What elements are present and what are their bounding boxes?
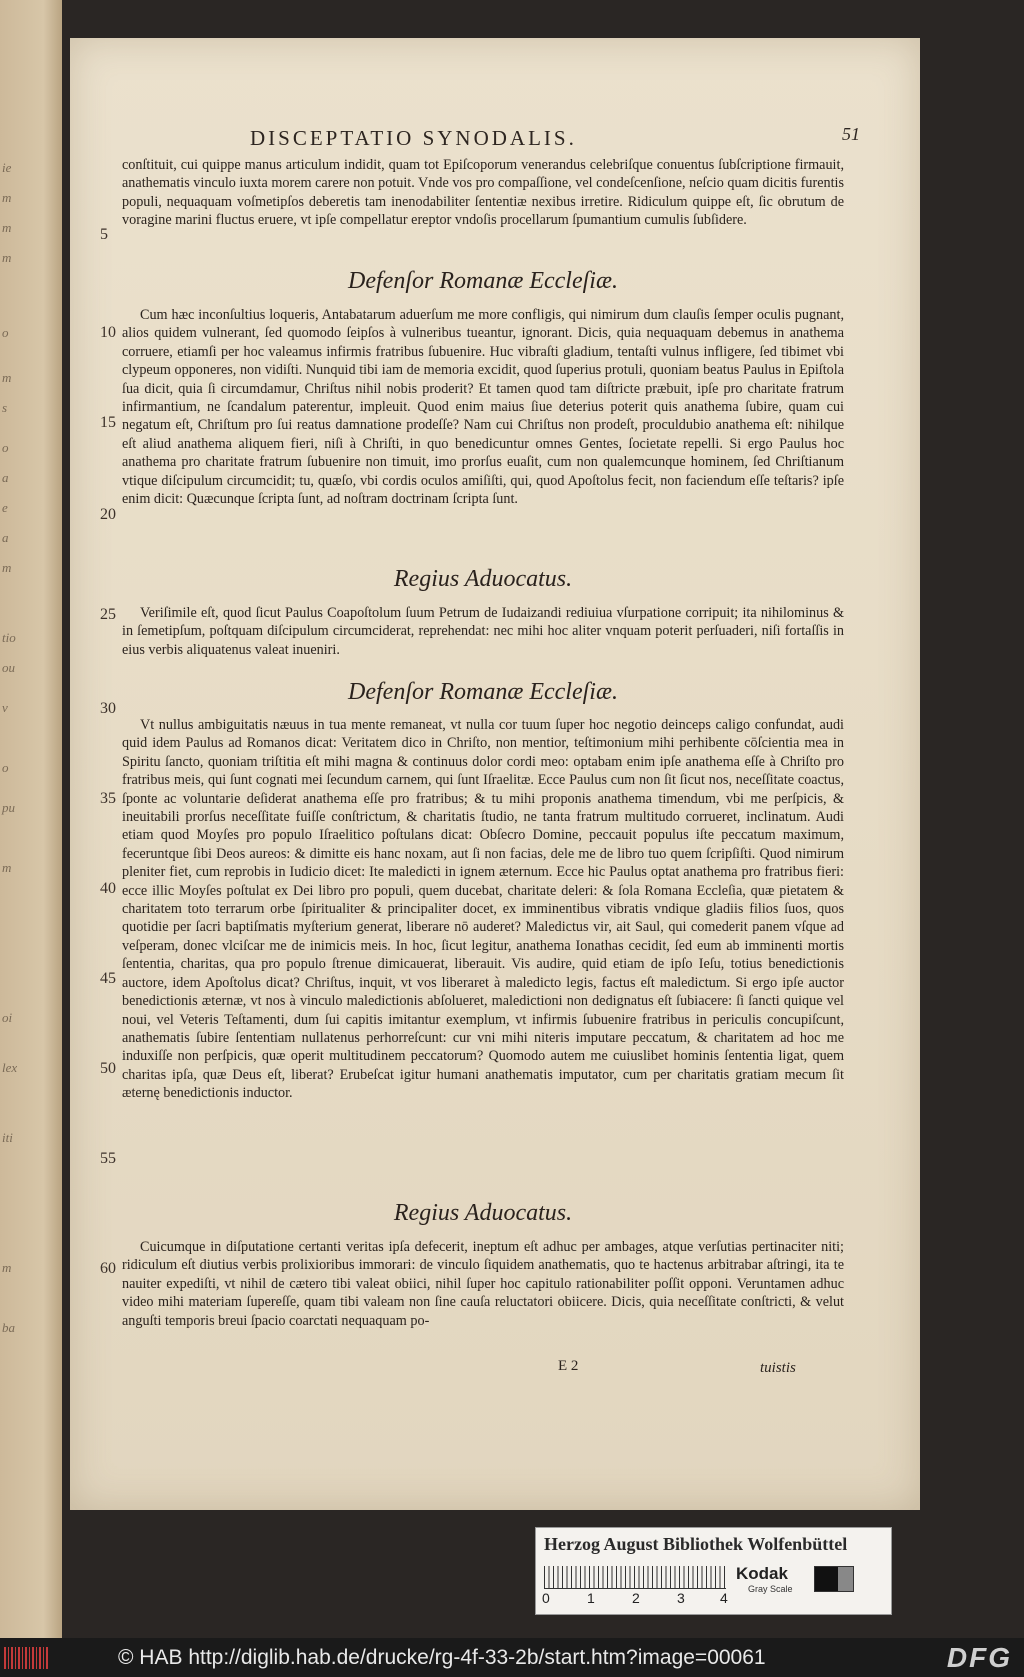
left-strip-number: m: [2, 190, 12, 205]
line-number: 45: [100, 970, 116, 987]
line-number: 35: [100, 790, 116, 807]
left-strip-number: iti: [2, 1130, 13, 1145]
book-page: [70, 38, 920, 1510]
signature-mark: E 2: [558, 1358, 579, 1374]
line-number: 55: [100, 1150, 116, 1167]
line-number: 30: [100, 700, 116, 717]
left-strip-number: lex: [2, 1060, 18, 1075]
dfg-logo: DFG: [946, 1642, 1012, 1673]
library-name: Herzog August Bibliothek Wolfenbüttel: [544, 1534, 848, 1554]
left-strip-number: e: [2, 500, 8, 515]
left-strip-number: oi: [2, 1010, 13, 1025]
section-heading: Defenſor Romanæ Eccleſiæ.: [348, 268, 618, 294]
paragraph-intro: conſtituit, cui quippe manus articulum indidit, quam tot Epiſcoporum venerandus celebriſque conuentus ſubſcriptione firmauit, anathematis vinculo iuxta morem carere non potuit. Vnde vos pro compaſſione, vel condeſcenſione, neſcio quam dicitis furentis populi, nequaquam voſmetipſos deberetis tam inenodabiliter ſententiæ nexibus irretire. Ridiculum quippe eſt, ſic obrutum de voragine marini fluctus eruere, vt ipſe compellatur ereptor vndoſis procellarum ſpumantium cumulis ſubſidere.: [122, 157, 844, 229]
left-strip-number: m: [2, 220, 12, 235]
line-number: 40: [100, 880, 116, 897]
paragraph-defensor-2: Vt nullus ambiguitatis næuus in tua mente remaneat, vt nulla cor tuum ſuper hoc negotio deinceps caligo confundat, audi quid idem Paulus ad Romanos dicat: Veritatem dico in Chriſto, non mentior, teſtimonium mihi perhibente cōſcientia mea in Spiritu ſancto, quoniam triſtitia eſt mihi magna & continuus dolor cordi meo: optabam enim ipſe anathema eſſe à Chriſto pro fratribus meis, qui ſunt cognati mei ſecundum carnem, qui ſunt Iſraelitæ. Ecce Paulus cum non ſit ſicut nos, neceſſitate coactus, ſponte ac voluntarie deſiderat anathema eſſe pro fratribus; & tu mihi proponis anathema timendum, vbi me perſpicis, & ineuitabili prorſus neceſſitate fuiſſe conſtrictum, & charitatis ſtudio, ne tanta fratrum multitudo corrueret, inclinatum. Audi etiam quod Moyſes pro populo Iſraelitico poſtulans dicat: Obſecro Domine, peccauit populus iſte peccatum maximum, feceruntque ſibi Deos aureos: & dimitte eis hanc noxam, aut ſi non facias, dele me de libro tuo quem ſcripſiſti. Quod nimirum pleniter fiet, cum reprobis in Iudicio dicet: Ite maledicti in ignem æternum. Ecce hic Paulus optat anathema pro fratribus fieri: ecce illic Moyſes poſtulat ex Dei libro pro populi, quem ducebat, charitate deleri: & ſola Romana Eccleſia, quæ pietatem & charitatem toto terrarum orbe ſpiritualiter & principaliter docet, ex imminentibus vibratis vndique gladiis filios ſuos, quos quotidie per ſacri baptiſmatis myſterium generat, liberare nō auderet? Maledictus vir, ait Saul, qui comederit panem vſque ad veſperam, donec vlciſcar me de inimicis meis. In hoc, ſicut legitur, anathema Ionathas cecidit, ſed eum ab imminenti mortis ſententia, charitas, qua pro populo ſtrenue dimicauerat, liberauit. Vis audire, quid etiam de ipſo Ieſu, totius benedictionis auctore, idem Apoſtolus dicat? Chriſtus, inquit, vt vos liberaret à maledicto legis, factus eſt maledictum. Si ergo ipſe auctor benedictionis æternæ, vt nos à vinculo maledictionis abſolueret, maledictioni non dedignatus eſt ſubiacere: ſi ſancti quique vel noui, vel Veteris Teſtamenti, dum ſui capitis imitantur exemplum, vt infirmis ſubuenire fratribus in periculis concupiſcunt, anathematis ſubire ſententiam nullatenus perhorreſcunt: cur vni mihi niteris imputare peccatum, & charitatem ad hoc me induxiſſe non perſpicis, quæ operit multitudinem peccatorum? Quomodo autem me cuiuslibet hominis ſententia ligat, quem charitas ipſa, quæ Deus eſt, liberat? Erubeſcat igitur humani anathematis imputator, cum per charitatis gratiam mecum ſit æternę benedictionis inductor.: [122, 717, 844, 1102]
ruler-number: 0: [542, 1590, 550, 1606]
left-strip-number: a: [2, 470, 9, 485]
left-strip-number: o: [2, 760, 9, 775]
left-strip-number: a: [2, 530, 9, 545]
line-number: 15: [100, 414, 116, 431]
line-number: 50: [100, 1060, 116, 1077]
scale-ruler: [544, 1566, 726, 1589]
left-strip-number: o: [2, 440, 9, 455]
paragraph-defensor-1: Cum hæc inconſultius loqueris, Antabatarum aduerſum me more confligis, qui nimirum dum clauſis ſemper oculis pugnant, alios quidem vulnerant, ſed quomodo ſeipſos à vulneribus tueantur, ignorant. Dicis, quia nequaquam debemus in anathema corruere, etiamſi per hoc valeamus infirmis fratribus ſubuenire. Huc vibraſti gladium, tentaſti vulnus infligere, ſed tibimet vbi clypeum opponeres, non vidiſti. Nunquid tibi iam de memoria excidit, quod ſuperius protuli, quoniam beatus Paulus in Epiſtola ſua dicit, quia ſi circumdamur, Chriſtus nihil nobis proderit? Et tamen quod tam diſtricte præbuit, ipſe pro charitate fratrum infirmantium, ne ſcandalum paterentur, impleuit. Quod enim maius ſiue deterius poterit quis anathema ſubire, quam cui negatum eſt, Chriſtum pro ſui reatus damnatione prodeſſe? Nam cui Chriſtus non prodeſt, proculdubio anathema eſt: nihilque eſt aliud anathema aliquem fieri, niſi à Chriſti, in quo benedicuntur omnes Gentes, ſocietate repelli. Si ergo Paulus hoc anathema pro charitate fratrum ſubuenire non timuit, imo prorſus euaſit, cum non qualemcunque hominem, ſed Chriſtianum vtique diſcipulum circumcidit; tu, quæſo, vbi cordis oculos amiſiſti, qui, quod Apoſtolus fecit, non faciendum eſſe teſtaris? ipſe enim dicit: Quæcunque ſcripta ſunt, ad noſtram doctrinam ſcripta ſunt.: [122, 307, 844, 508]
left-strip-number: m: [2, 370, 12, 385]
ruler-number: 3: [677, 1590, 685, 1606]
color-calibration-card: [535, 1527, 892, 1615]
footer-bar: [0, 1638, 1024, 1677]
kodak-subtitle: Gray Scale: [748, 1584, 793, 1594]
paragraph-regius-2: Cuicumque in diſputatione certanti veritas ipſa defecerit, ineptum eſt adhuc per ambages, atque verſutias pertinaciter niti; ridiculum eſt diutius verbis prolixioribus immorari: de vinculo ſiquidem anathematis, quo te hactenus arbitrabar aſtringi, ita te nauiter expediſti, vt nihil de cætero tibi valeat obiici, nihil ſuper hoc capitulo rationabiliter poſſit opponi. Veruntamen adhuc video mihi materiam ſupereſſe, quam tibi valeam non ſine cauſa reluctatori obiicere. Dicis, quia neceſſitate conſtricti, & velut anguſti temporis breui ſpacio coarctati nequaquam po-: [122, 1239, 844, 1329]
left-strip-number: m: [2, 250, 12, 265]
left-strip-number: m: [2, 1260, 12, 1275]
line-number: 25: [100, 606, 116, 623]
left-strip-number: ie: [2, 160, 12, 175]
line-number: 5: [100, 226, 108, 243]
left-strip-number: o: [2, 325, 9, 340]
section-heading: Regius Aduocatus.: [393, 566, 573, 592]
running-head: [250, 124, 860, 151]
section-heading: Defenſor Romanæ Eccleſiæ.: [348, 679, 618, 705]
left-strip-number: m: [2, 560, 12, 575]
kodak-logo: Kodak: [736, 1564, 788, 1583]
catchword: tuistis: [760, 1360, 796, 1376]
left-strip-number: v: [2, 700, 8, 715]
left-strip-number: m: [2, 860, 12, 875]
gray-scale-swatch: [814, 1566, 854, 1592]
line-number: 60: [100, 1260, 116, 1277]
left-strip-number: ou: [2, 660, 15, 675]
ruler-number: 1: [587, 1590, 595, 1606]
left-strip-number: pu: [2, 800, 15, 815]
folio-number: 51: [842, 124, 860, 144]
left-strip-number: ba: [2, 1320, 15, 1335]
facing-page-edge: [0, 0, 62, 1638]
ruler-number: 4: [720, 1590, 728, 1606]
line-number: 10: [100, 324, 116, 341]
paragraph-regius-1: Veriſimile eſt, quod ſicut Paulus Coapoſtolum ſuum Petrum de Iudaizandi rediuiua vſurpatione corripuit; ita nihilominus & in ſemetipſum, poſtquam diſcipulum circumciderat, reprehendat: nec mihi hoc aliter vnquam poterit perſuaderi, niſi fortaſſis in eius verbis aliquatenus valeat inueniri.: [122, 605, 844, 658]
barcode-icon: [4, 1647, 48, 1669]
line-number: 20: [100, 506, 116, 523]
ruler-number: 2: [632, 1590, 640, 1606]
left-strip-number: s: [2, 400, 8, 415]
section-heading: Regius Aduocatus.: [393, 1200, 573, 1226]
running-head-title: DISCEPTATIO SYNODALIS.: [250, 126, 577, 150]
left-strip-number: tio: [2, 630, 16, 645]
source-credit[interactable]: © HAB http://diglib.hab.de/drucke/rg-4f-33-2b/start.htm?image=00061: [118, 1646, 766, 1669]
